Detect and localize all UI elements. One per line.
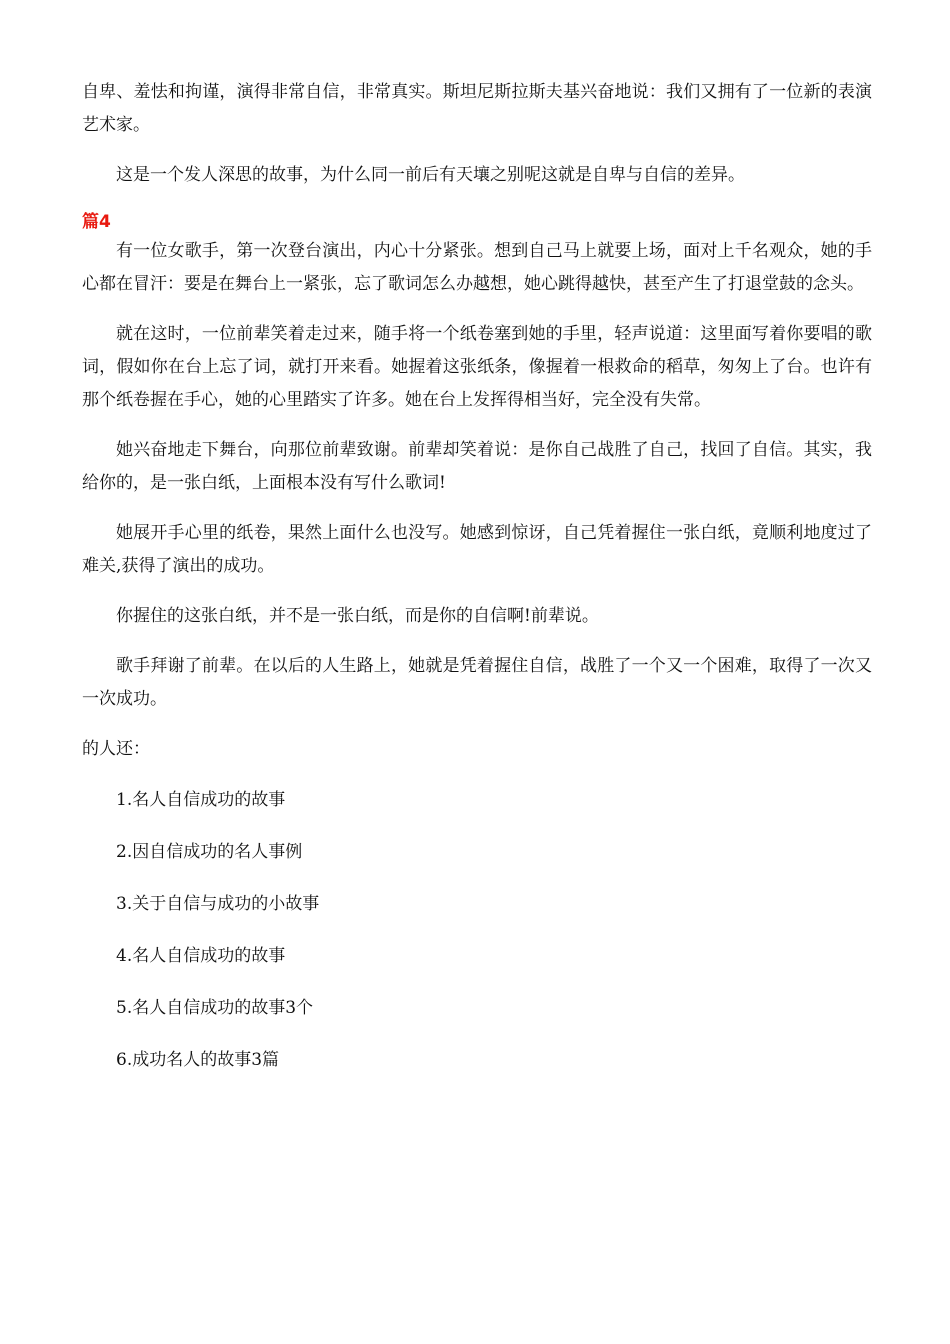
related-link-6[interactable]: 6.成功名人的故事3篇	[116, 1050, 280, 1070]
story-paragraph-5: 你握住的这张白纸，并不是一张白纸，而是你的自信啊!前辈说。	[116, 606, 599, 626]
related-list	[82, 784, 872, 1077]
related-link-5[interactable]: 5.名人自信成功的故事3个	[116, 998, 314, 1018]
related-title: 的人还：	[82, 739, 150, 759]
story-paragraph-4: 她展开手心里的纸卷，果然上面什么也没写。她感到惊讶，自己凭着握住一张白纸，竟顺利地度过了难关,获得了演出的成功。	[82, 523, 872, 576]
story-paragraph-3: 她兴奋地走下舞台，向那位前辈致谢。前辈却笑着说：是你自己战胜了自己，找回了自信。其实，我给你的，是一张白纸，上面根本没有写什么歌词!	[82, 440, 872, 493]
story-paragraph-2: 就在这时，一位前辈笑着走过来，随手将一个纸卷塞到她的手里，轻声说道：这里面写着你要唱的歌词，假如你在台上忘了词，就打开来看。她握着这张纸条，像握着一根救命的稻草，匆匆上了台。也许有那个纸卷握在手心，她的心里踏实了许多。她在台上发挥得相当好，完全没有失常。	[82, 324, 872, 410]
related-link-1[interactable]: 1.名人自信成功的故事	[116, 790, 286, 810]
section-heading: 篇4	[82, 212, 111, 232]
intro-paragraph-1: 自卑、羞怯和拘谨，演得非常自信，非常真实。斯坦尼斯拉斯夫基兴奋地说：我们又拥有了一位新的表演艺术家。	[82, 82, 872, 135]
related-link-2[interactable]: 2.因自信成功的名人事例	[116, 842, 303, 862]
intro-paragraph-2: 这是一个发人深思的故事，为什么同一前后有天壤之别呢这就是自卑与自信的差异。	[116, 165, 745, 185]
story-paragraph-1: 有一位女歌手，第一次登台演出，内心十分紧张。想到自己马上就要上场，面对上千名观众，她的手心都在冒汗：要是在舞台上一紧张，忘了歌词怎么办越想，她心跳得越快，甚至产生了打退堂鼓的念头。	[82, 241, 872, 294]
document-page	[82, 76, 872, 1096]
related-link-4[interactable]: 4.名人自信成功的故事	[116, 946, 286, 966]
story-paragraph-6: 歌手拜谢了前辈。在以后的人生路上，她就是凭着握住自信，战胜了一个又一个困难，取得了一次又一次成功。	[82, 656, 872, 709]
related-link-3[interactable]: 3.关于自信与成功的小故事	[116, 894, 320, 914]
